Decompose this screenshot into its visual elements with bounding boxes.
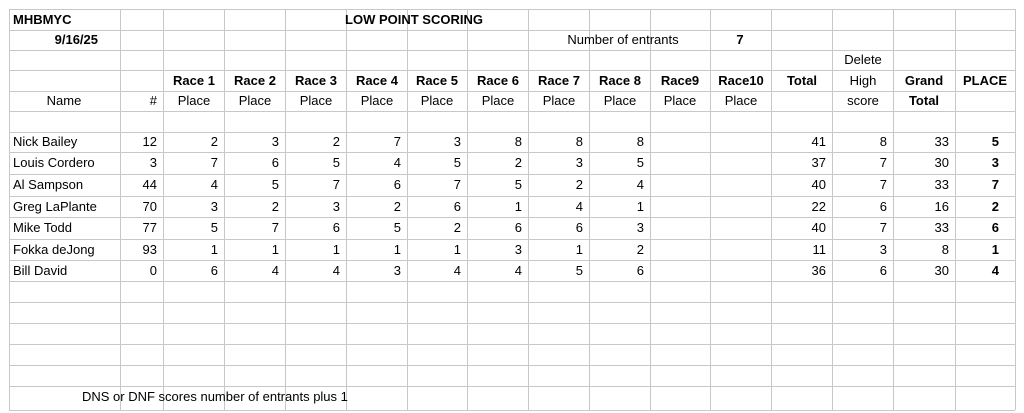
grid-row-line	[9, 132, 1015, 133]
grand-total: 8	[941, 242, 949, 257]
race-header: Race9	[660, 73, 700, 88]
race-place: 2	[575, 177, 583, 192]
race-place: 7	[271, 220, 279, 235]
total-score: 40	[811, 177, 826, 192]
race-place: 1	[210, 242, 218, 257]
race-header: Race10	[718, 73, 764, 88]
org-name: MHBMYC	[13, 12, 72, 27]
race-place: 7	[210, 155, 218, 170]
race-place: 1	[393, 242, 401, 257]
grid-row-line	[9, 260, 1015, 261]
sailor-name: Fokka deJong	[13, 242, 95, 257]
grand-total-header: Total	[908, 93, 940, 108]
race-place: 8	[636, 134, 644, 149]
sail-number: 12	[142, 134, 157, 149]
race-place: 1	[636, 199, 644, 214]
race-header: Race 5	[416, 73, 458, 88]
sailor-name: Louis Cordero	[13, 155, 95, 170]
race-place: 4	[514, 263, 522, 278]
grid-row-line	[9, 30, 1015, 31]
race-place: 5	[453, 155, 461, 170]
grid-row-line	[9, 50, 1015, 51]
grand-total: 30	[934, 155, 949, 170]
race-place: 5	[514, 177, 522, 192]
sail-number: 93	[142, 242, 157, 257]
place-header: PLACE	[962, 73, 1008, 88]
race-place: 3	[636, 220, 644, 235]
race-place: 4	[332, 263, 340, 278]
grid-row-line	[9, 281, 1015, 282]
race-place: 6	[393, 177, 401, 192]
race-place: 2	[332, 134, 340, 149]
place-subheader: Place	[299, 93, 333, 108]
race-place: 5	[271, 177, 279, 192]
race-place: 3	[575, 155, 583, 170]
grid-row-line	[9, 217, 1015, 218]
grid-column-line	[1015, 9, 1016, 410]
grand-total: 16	[934, 199, 949, 214]
number-header: #	[149, 93, 157, 108]
race-place: 6	[514, 220, 522, 235]
grand-total: 30	[934, 263, 949, 278]
deleted-high-score: 7	[879, 220, 887, 235]
place-subheader: Place	[177, 93, 211, 108]
race-place: 2	[514, 155, 522, 170]
race-place: 7	[453, 177, 461, 192]
place-subheader: Place	[420, 93, 454, 108]
deleted-high-score: 7	[879, 155, 887, 170]
race-place: 8	[575, 134, 583, 149]
sail-number: 44	[142, 177, 157, 192]
race-place: 4	[636, 177, 644, 192]
place-subheader: Place	[663, 93, 697, 108]
race-place: 4	[271, 263, 279, 278]
grid-row-line	[9, 91, 1015, 92]
grid-row-line	[9, 410, 1015, 411]
total-score: 37	[811, 155, 826, 170]
race-place: 5	[636, 155, 644, 170]
entrants-label: Number of entrants	[567, 32, 679, 47]
sailor-name: Mike Todd	[13, 220, 73, 235]
grid-row-line	[9, 302, 1015, 303]
race-place: 2	[210, 134, 218, 149]
place-subheader: Place	[360, 93, 394, 108]
race-place: 3	[210, 199, 218, 214]
race-header: Race 1	[173, 73, 215, 88]
final-place: 6	[991, 220, 999, 235]
deleted-high-score: 8	[879, 134, 887, 149]
deleted-high-score: 3	[879, 242, 887, 257]
final-place: 4	[991, 263, 999, 278]
race-place: 6	[453, 199, 461, 214]
sailor-name: Greg LaPlante	[13, 199, 97, 214]
sailor-name: Nick Bailey	[13, 134, 78, 149]
place-subheader: Place	[238, 93, 272, 108]
place-subheader: Place	[481, 93, 515, 108]
race-place: 6	[575, 220, 583, 235]
grid-row-line	[9, 70, 1015, 71]
race-place: 5	[210, 220, 218, 235]
entrants-value: 7	[736, 32, 744, 47]
race-place: 1	[271, 242, 279, 257]
race-header: Race 8	[599, 73, 641, 88]
total-score: 40	[811, 220, 826, 235]
footnote: DNS or DNF scores number of entrants plus 1	[82, 389, 348, 404]
delete-header: score	[847, 93, 879, 108]
place-subheader: Place	[603, 93, 637, 108]
race-place: 8	[514, 134, 522, 149]
race-place: 5	[575, 263, 583, 278]
grand-total: 33	[934, 220, 949, 235]
race-place: 5	[393, 220, 401, 235]
grand-total-header: Grand	[904, 73, 944, 88]
total-score: 11	[812, 242, 826, 257]
grid-row-line	[9, 323, 1015, 324]
final-place: 2	[991, 199, 999, 214]
race-place: 3	[393, 263, 401, 278]
final-place: 3	[991, 155, 999, 170]
sailor-name: Bill David	[13, 263, 68, 278]
place-subheader: Place	[724, 93, 758, 108]
race-place: 6	[332, 220, 340, 235]
race-header: Race 2	[234, 73, 276, 88]
total-score: 41	[811, 134, 826, 149]
race-place: 5	[332, 155, 340, 170]
race-place: 1	[332, 242, 340, 257]
grid-row-line	[9, 239, 1015, 240]
race-place: 1	[453, 242, 461, 257]
final-place: 1	[991, 242, 999, 257]
grid-row-line	[9, 9, 1015, 10]
deleted-high-score: 6	[879, 263, 887, 278]
race-header: Race 6	[477, 73, 519, 88]
total-score: 36	[811, 263, 826, 278]
race-place: 3	[332, 199, 340, 214]
race-header: Race 3	[295, 73, 337, 88]
deleted-high-score: 6	[879, 199, 887, 214]
grid-row-line	[9, 344, 1015, 345]
grand-total: 33	[934, 134, 949, 149]
race-place: 2	[271, 199, 279, 214]
final-place: 7	[991, 177, 999, 192]
race-header: Race 4	[356, 73, 398, 88]
grid-row-line	[9, 365, 1015, 366]
date: 9/16/25	[54, 32, 98, 47]
sail-number: 70	[142, 199, 157, 214]
name-header: Name	[46, 93, 82, 108]
final-place: 5	[991, 134, 999, 149]
grid-row-line	[9, 386, 1015, 387]
race-place: 2	[453, 220, 461, 235]
sail-number: 3	[149, 155, 157, 170]
sheet-title: LOW POINT SCORING	[345, 12, 483, 27]
sail-number: 0	[149, 263, 157, 278]
race-place: 3	[271, 134, 279, 149]
race-place: 7	[393, 134, 401, 149]
place-subheader: Place	[542, 93, 576, 108]
delete-header: Delete	[844, 52, 882, 67]
race-place: 2	[393, 199, 401, 214]
race-place: 2	[636, 242, 644, 257]
sail-number: 77	[142, 220, 157, 235]
grand-total: 33	[934, 177, 949, 192]
race-place: 4	[453, 263, 461, 278]
sailor-name: Al Sampson	[13, 177, 84, 192]
race-place: 6	[271, 155, 279, 170]
total-score: 22	[811, 199, 826, 214]
race-header: Race 7	[538, 73, 580, 88]
race-place: 4	[393, 155, 401, 170]
race-place: 4	[575, 199, 583, 214]
race-place: 6	[210, 263, 218, 278]
race-place: 1	[514, 199, 522, 214]
deleted-high-score: 7	[879, 177, 887, 192]
total-header: Total	[786, 73, 818, 88]
race-place: 6	[636, 263, 644, 278]
grid-row-line	[9, 174, 1015, 175]
grid-row-line	[9, 111, 1015, 112]
race-place: 3	[514, 242, 522, 257]
delete-header: High	[849, 73, 877, 88]
grid-row-line	[9, 152, 1015, 153]
race-place: 7	[332, 177, 340, 192]
grid-row-line	[9, 196, 1015, 197]
race-place: 4	[210, 177, 218, 192]
race-place: 3	[453, 134, 461, 149]
race-place: 1	[575, 242, 583, 257]
